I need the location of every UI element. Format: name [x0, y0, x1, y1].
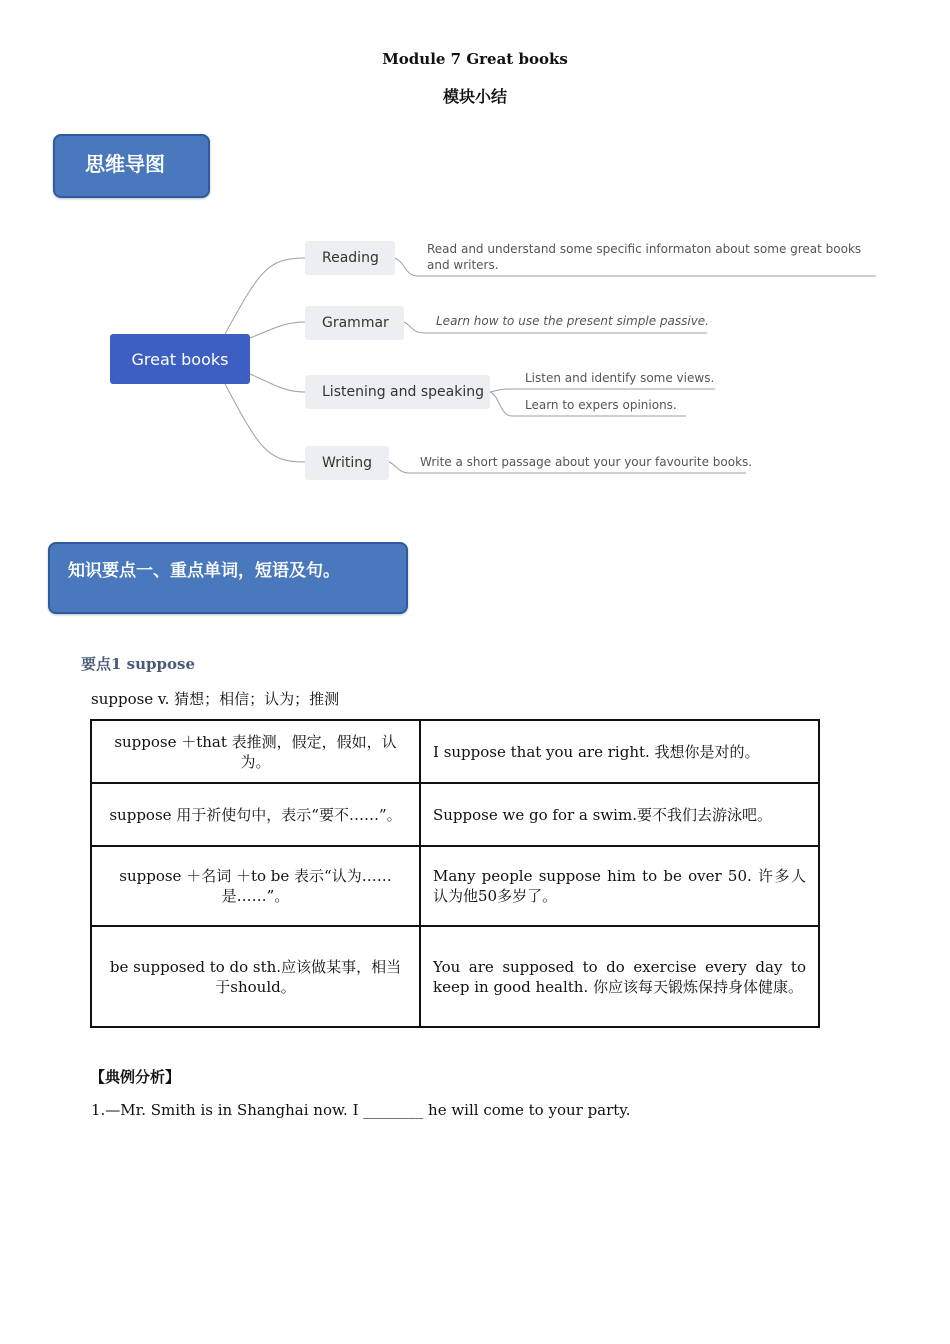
- example-cell: Suppose we go for a swim.要不我们去游泳吧。: [420, 783, 819, 846]
- mindmap-node-label: Writing: [322, 455, 372, 471]
- mindmap-node-label: Reading: [322, 250, 379, 266]
- mindmap-leaf-listening-2: Learn to expers opinions.: [525, 398, 677, 412]
- mindmap-root: [110, 334, 250, 384]
- mindmap-root-label: Great books: [131, 349, 229, 369]
- mindmap-node-grammar: [305, 306, 404, 340]
- connector-listening: [250, 374, 305, 392]
- section-banner-label: 思维导图: [85, 152, 165, 176]
- question-1: 1.—Mr. Smith is in Shanghai now. I ________ he will come to your party.: [91, 1101, 631, 1119]
- example-cell: You are supposed to do exercise every day to keep in good health. 你应该每天锻炼保持身体健康。: [420, 926, 819, 1027]
- example-cell: Many people suppose him to be over 50. 许多人认为他50多岁了。: [420, 846, 819, 926]
- mindmap-node-label: Grammar: [322, 315, 389, 331]
- table-row: [91, 783, 819, 846]
- mindmap-node-writing: [305, 446, 389, 480]
- table-row: [91, 926, 819, 1027]
- section-banner-label: 知识要点一、重点单词，短语及句。: [68, 561, 340, 581]
- connector-writing: [225, 384, 305, 462]
- examples-heading: 【典例分析】: [90, 1068, 181, 1086]
- definition-meaning: 猜想；相信；认为；推测: [174, 690, 340, 708]
- page-title: Module 7 Great books: [382, 50, 568, 68]
- point-heading-word: 1 suppose: [111, 655, 195, 673]
- mindmap-leaf-reading-2: and writers.: [427, 258, 499, 272]
- table-row: [91, 846, 819, 926]
- mindmap-leaf-writing: Write a short passage about your your favourite books.: [420, 455, 753, 469]
- mindmap-node-listening-speaking: [305, 375, 490, 409]
- usage-table: [90, 719, 820, 1028]
- example-cell: I suppose that you are right. 我想你是对的。: [420, 720, 819, 783]
- point-heading: [81, 653, 195, 674]
- mindmap-node-reading: [305, 241, 395, 275]
- underline-listening-1: [490, 389, 715, 392]
- mindmap-leaf-reading-1: Read and understand some specific informaton about some great books: [427, 242, 862, 256]
- usage-cell: suppose ＋名词 ＋to be 表示“认为……是……”。: [91, 846, 420, 926]
- definition-line: [91, 688, 339, 709]
- mindmap-leaf-listening-1: Listen and identify some views.: [525, 371, 715, 385]
- usage-cell: suppose ＋that 表推测，假定，假如，认为。: [91, 720, 420, 783]
- usage-cell: suppose 用于祈使句中，表示“要不……”。: [91, 783, 420, 846]
- section-banner-key-points: [48, 542, 408, 614]
- usage-cell: be supposed to do sth.应该做某事，相当于should。: [91, 926, 420, 1027]
- point-heading-prefix: 要点: [81, 655, 112, 673]
- connector-grammar: [250, 322, 305, 338]
- page-subtitle: 模块小结: [442, 87, 507, 106]
- mindmap-leaf-grammar: Learn how to use the present simple passive.: [436, 314, 709, 328]
- mindmap-node-label: Listening and speaking: [322, 384, 484, 400]
- definition-word: suppose v.: [91, 690, 175, 708]
- table-row: [91, 720, 819, 783]
